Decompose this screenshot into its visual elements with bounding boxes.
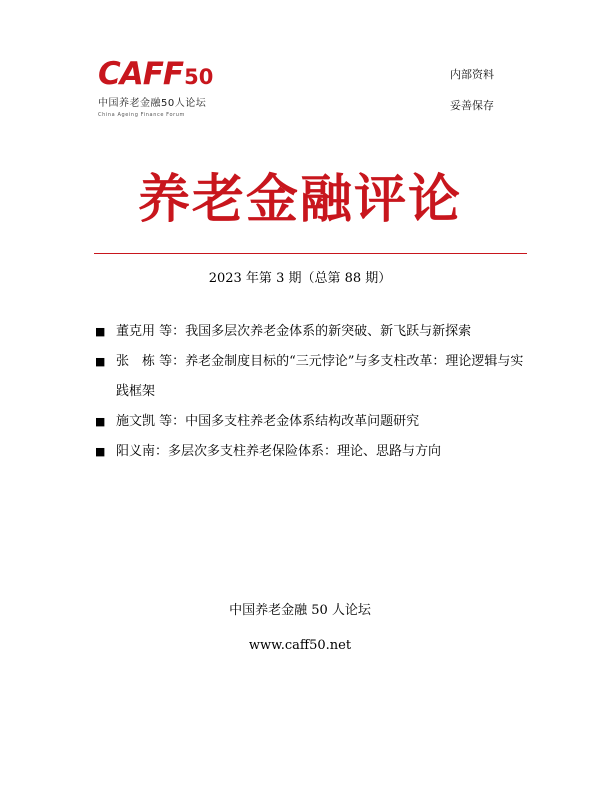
article-list (95, 317, 535, 467)
article-text: 施文凯 等：中国多支柱养老金体系结构改革问题研究 (116, 414, 420, 429)
internal-material-note: 内部资料 (450, 68, 494, 81)
black-square-bullet-icon: ■ (95, 415, 106, 428)
article-item (95, 437, 535, 467)
article-text: 张 栋 等：养老金制度目标的“三元悖论”与多支柱改革：理论逻辑与实践框架 (116, 354, 524, 399)
black-square-bullet-icon: ■ (95, 325, 106, 338)
logo-wordmark (98, 58, 213, 93)
logo-brand: CAFF (98, 56, 184, 92)
logo-subtitle-en: China Ageing Finance Forum (98, 112, 186, 118)
article-text: 阳义南：多层次多支柱养老保险体系：理论、思路与方向 (116, 444, 442, 459)
article-item (95, 317, 535, 347)
keep-safe-note: 妥善保存 (450, 99, 494, 112)
publisher-name: 中国养老金融 50 人论坛 (229, 603, 371, 618)
issue-number: 2023 年第 3 期（总第 88 期） (208, 271, 392, 286)
article-item (95, 347, 535, 407)
article-item (95, 407, 535, 437)
journal-title: 养老金融评论 (137, 169, 462, 230)
website-link[interactable]: www.caff50.net (248, 638, 352, 653)
article-text: 董克用 等：我国多层次养老金体系的新突破、新飞跃与新探索 (116, 324, 472, 339)
caff50-logo (98, 58, 213, 119)
title-divider (94, 253, 527, 254)
logo-number: 50 (184, 65, 214, 89)
black-square-bullet-icon: ■ (95, 355, 106, 368)
logo-subtitle-cn: 中国养老金融50人论坛 (98, 98, 207, 109)
black-square-bullet-icon: ■ (95, 445, 106, 458)
